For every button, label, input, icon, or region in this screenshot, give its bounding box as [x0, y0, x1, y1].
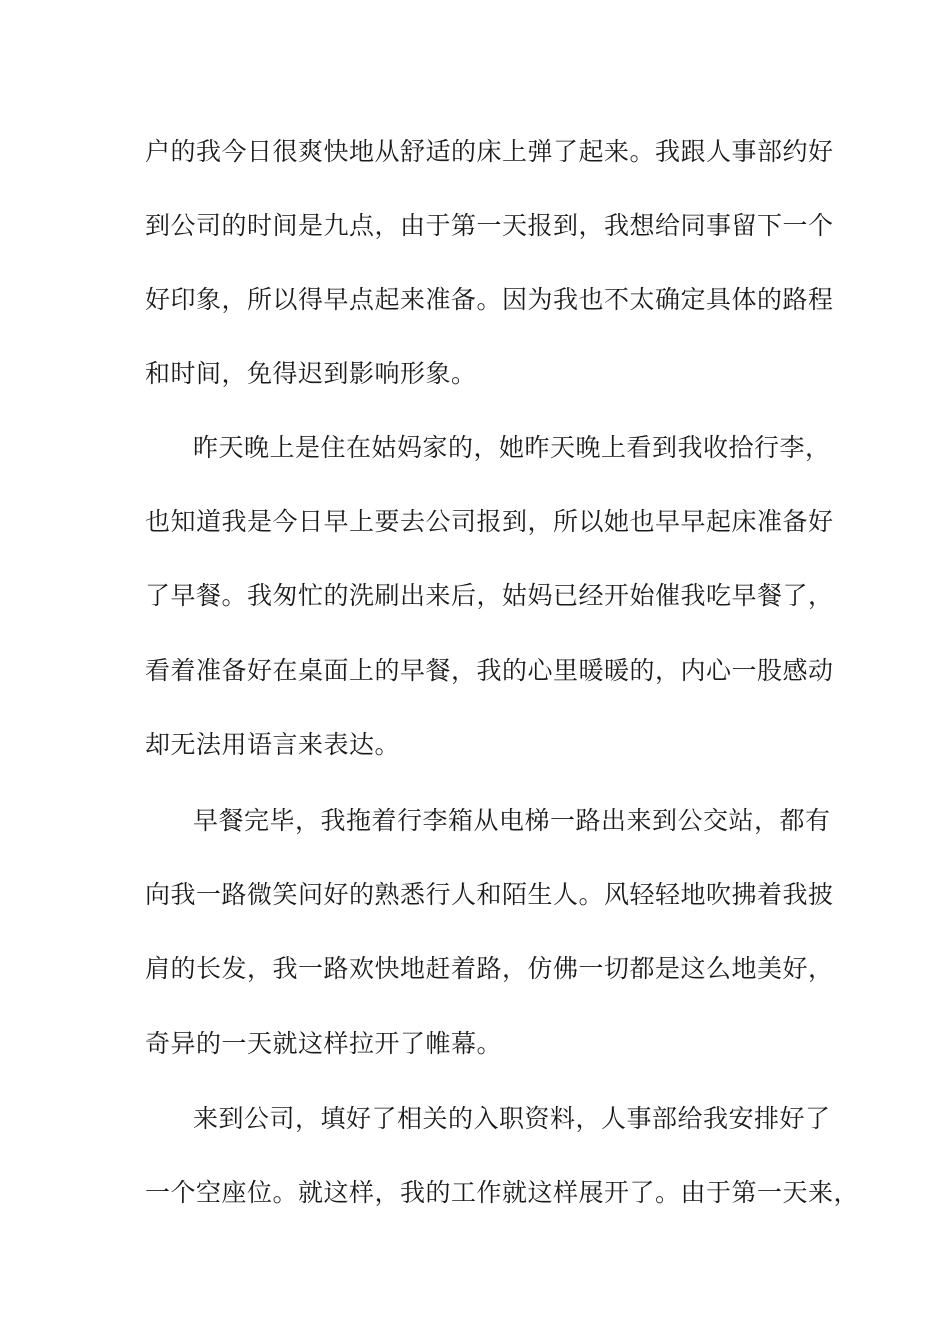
paragraph-line: 和时间，免得迟到影响形象。	[145, 359, 477, 388]
paragraph-line: 一个空座位。就这样，我的工作就这样展开了。由于第一天来，	[145, 1178, 860, 1207]
paragraph-line: 向我一路微笑问好的熟悉行人和陌生人。风轻轻地吹拂着我披	[145, 880, 834, 909]
paragraph-line: 早餐完毕，我拖着行李箱从电梯一路出来到公交站，都有	[193, 806, 831, 835]
paragraph-line: 看着准备好在桌面上的早餐，我的心里暖暖的，内心一股感动	[145, 656, 834, 685]
paragraph-line: 奇异的一天就这样拉开了帷幕。	[145, 1029, 503, 1058]
paragraph-line: 却无法用语言来表达。	[145, 730, 401, 759]
paragraph-line: 户的我今日很爽快地从舒适的床上弹了起来。我跟人事部约好	[145, 137, 834, 166]
paragraph-line: 肩的长发，我一路欢快地赶着路，仿佛一切都是这么地美好，	[145, 954, 834, 983]
paragraph-line: 好印象，所以得早点起来准备。因为我也不太确定具体的路程	[145, 285, 834, 314]
paragraph-line: 了早餐。我匆忙的洗刷出来后，姑妈已经开始催我吃早餐了，	[145, 581, 834, 610]
paragraph-line: 来到公司，填好了相关的入职资料，人事部给我安排好了	[193, 1104, 831, 1133]
paragraph-line: 昨天晚上是住在姑妈家的，她昨天晚上看到我收拾行李，	[193, 433, 831, 462]
paragraph-line: 也知道我是今日早上要去公司报到，所以她也早早起床准备好	[145, 507, 834, 536]
paragraph-line: 到公司的时间是九点，由于第一天报到，我想给同事留下一个	[145, 211, 834, 240]
